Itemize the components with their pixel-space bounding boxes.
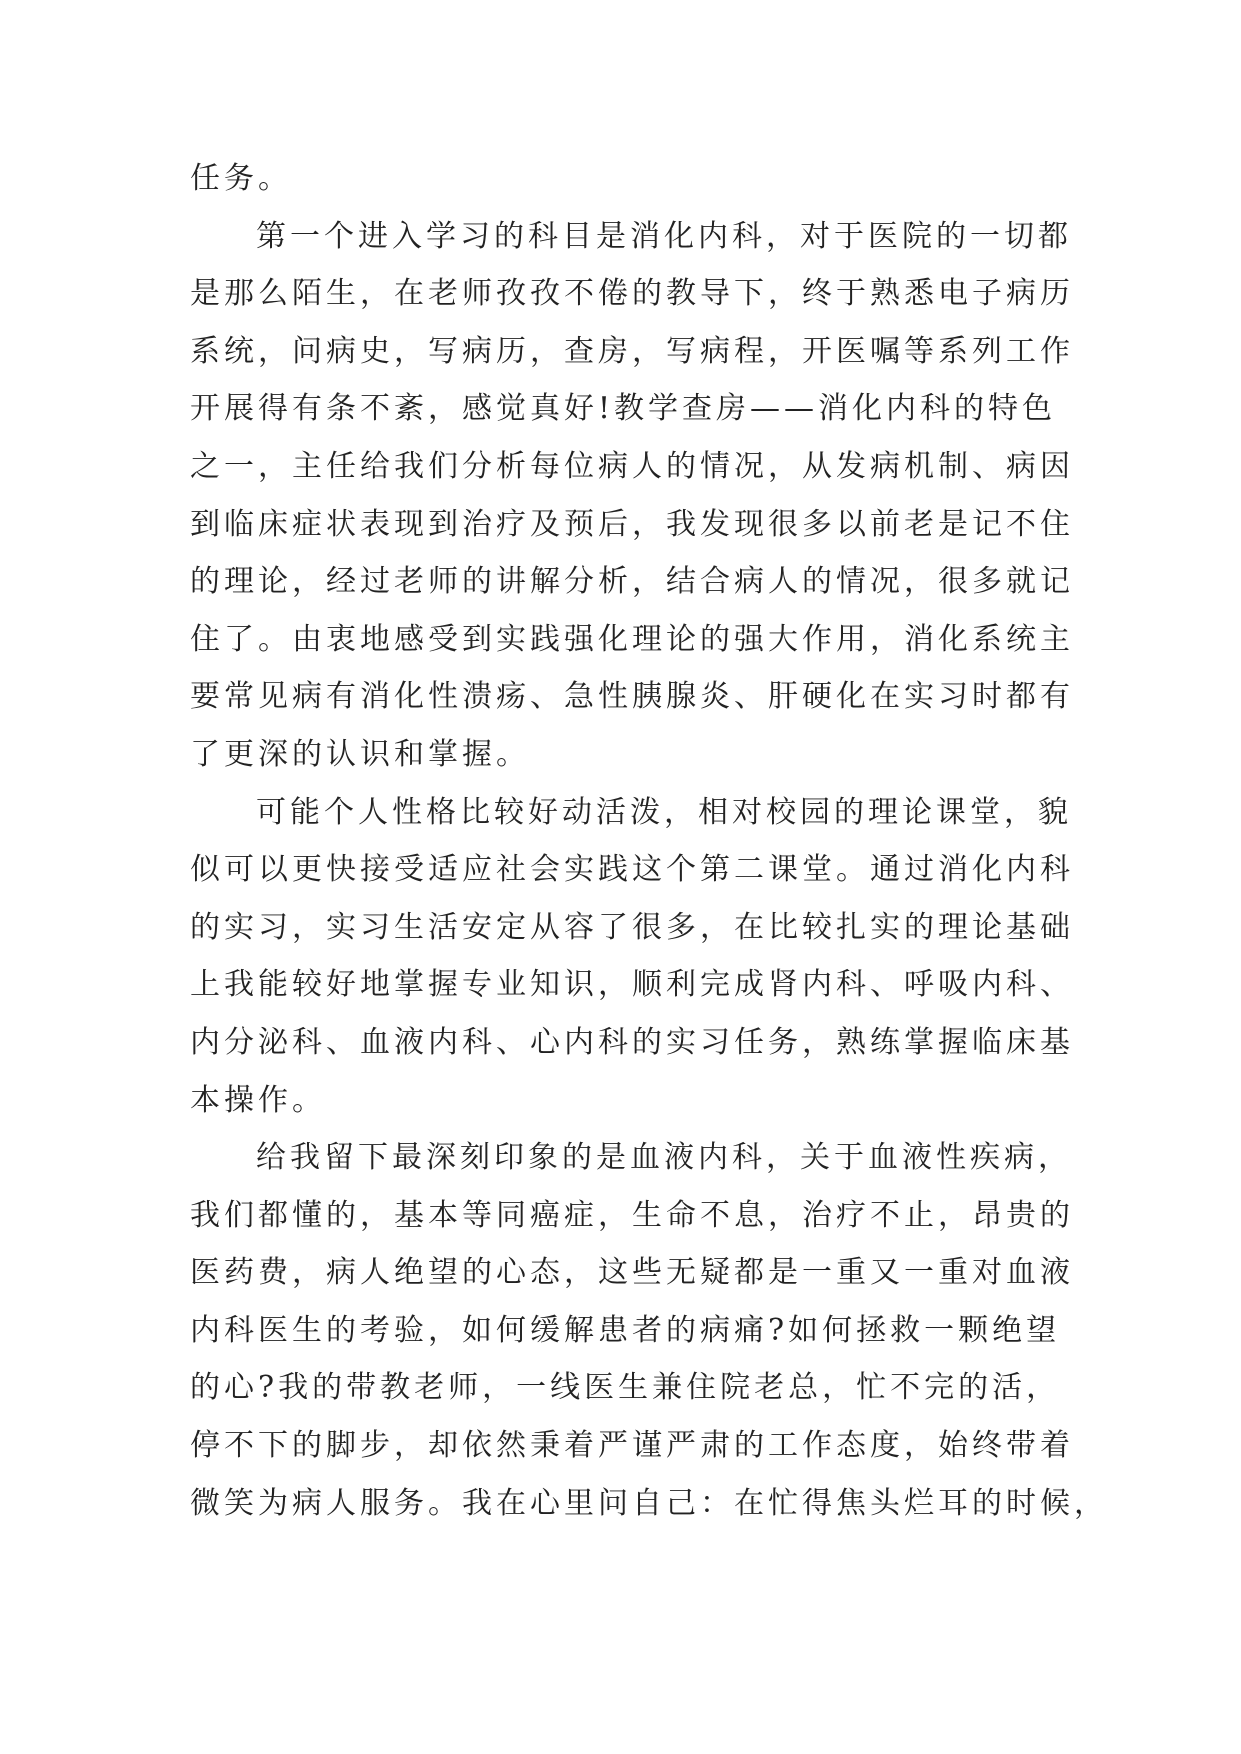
text-line: 了更深的认识和掌握。 — [190, 736, 530, 772]
text-line: 我们都懂的，基本等同癌症，生命不息，治疗不止，昂贵的 — [190, 1197, 1074, 1233]
text-line: 第一个进入学习的科目是消化内科，对于医院的一切都 — [256, 218, 1072, 254]
text-line: 内科医生的考验，如何缓解患者的病痛?如何拯救一颗绝望 — [190, 1312, 1061, 1348]
text-line: 之一，主任给我们分析每位病人的情况，从发病机制、病因 — [190, 448, 1074, 484]
text-line: 开展得有条不紊，感觉真好!教学查房——消化内科的特色 — [190, 391, 1057, 427]
text-line: 医药费，病人绝望的心态，这些无疑都是一重又一重对血液 — [190, 1255, 1074, 1291]
text-line: 的心?我的带教老师，一线医生兼住院老总，忙不完的活， — [190, 1370, 1061, 1406]
text-line: 的实习，实习生活安定从容了很多，在比较扎实的理论基础 — [190, 909, 1074, 945]
text-line: 任务。 — [190, 161, 292, 196]
text-line: 给我留下最深刻印象的是血液内科，关于血液性疾病， — [256, 1140, 1072, 1176]
text-line: 可能个人性格比较好动活泼，相对校园的理论课堂，貌 — [256, 794, 1072, 830]
text-line: 是那么陌生，在老师孜孜不倦的教导下，终于熟悉电子病历 — [190, 276, 1074, 312]
text-line: 内分泌科、血液内科、心内科的实习任务，熟练掌握临床基 — [190, 1024, 1074, 1060]
text-line: 到临床症状表现到治疗及预后，我发现很多以前老是记不住 — [190, 506, 1074, 542]
text-line: 上我能较好地掌握专业知识，顺利完成肾内科、呼吸内科、 — [190, 967, 1074, 1003]
text-line: 住了。由衷地感受到实践强化理论的强大作用，消化系统主 — [190, 621, 1074, 657]
text-line: 似可以更快接受适应社会实践这个第二课堂。通过消化内科 — [190, 852, 1074, 888]
body-text — [190, 150, 1108, 1532]
text-line: 系统，问病史，写病历，查房，写病程，开医嘱等系列工作 — [190, 333, 1074, 369]
text-line: 本操作。 — [190, 1082, 326, 1118]
text-line: 停不下的脚步，却依然秉着严谨严肃的工作态度，始终带着 — [190, 1428, 1074, 1464]
text-line: 微笑为病人服务。我在心里问自己：在忙得焦头烂耳的时候， — [190, 1485, 1108, 1521]
text-line: 要常见病有消化性溃疡、急性胰腺炎、肝硬化在实习时都有 — [190, 679, 1074, 715]
text-line: 的理论，经过老师的讲解分析，结合病人的情况，很多就记 — [190, 564, 1074, 600]
